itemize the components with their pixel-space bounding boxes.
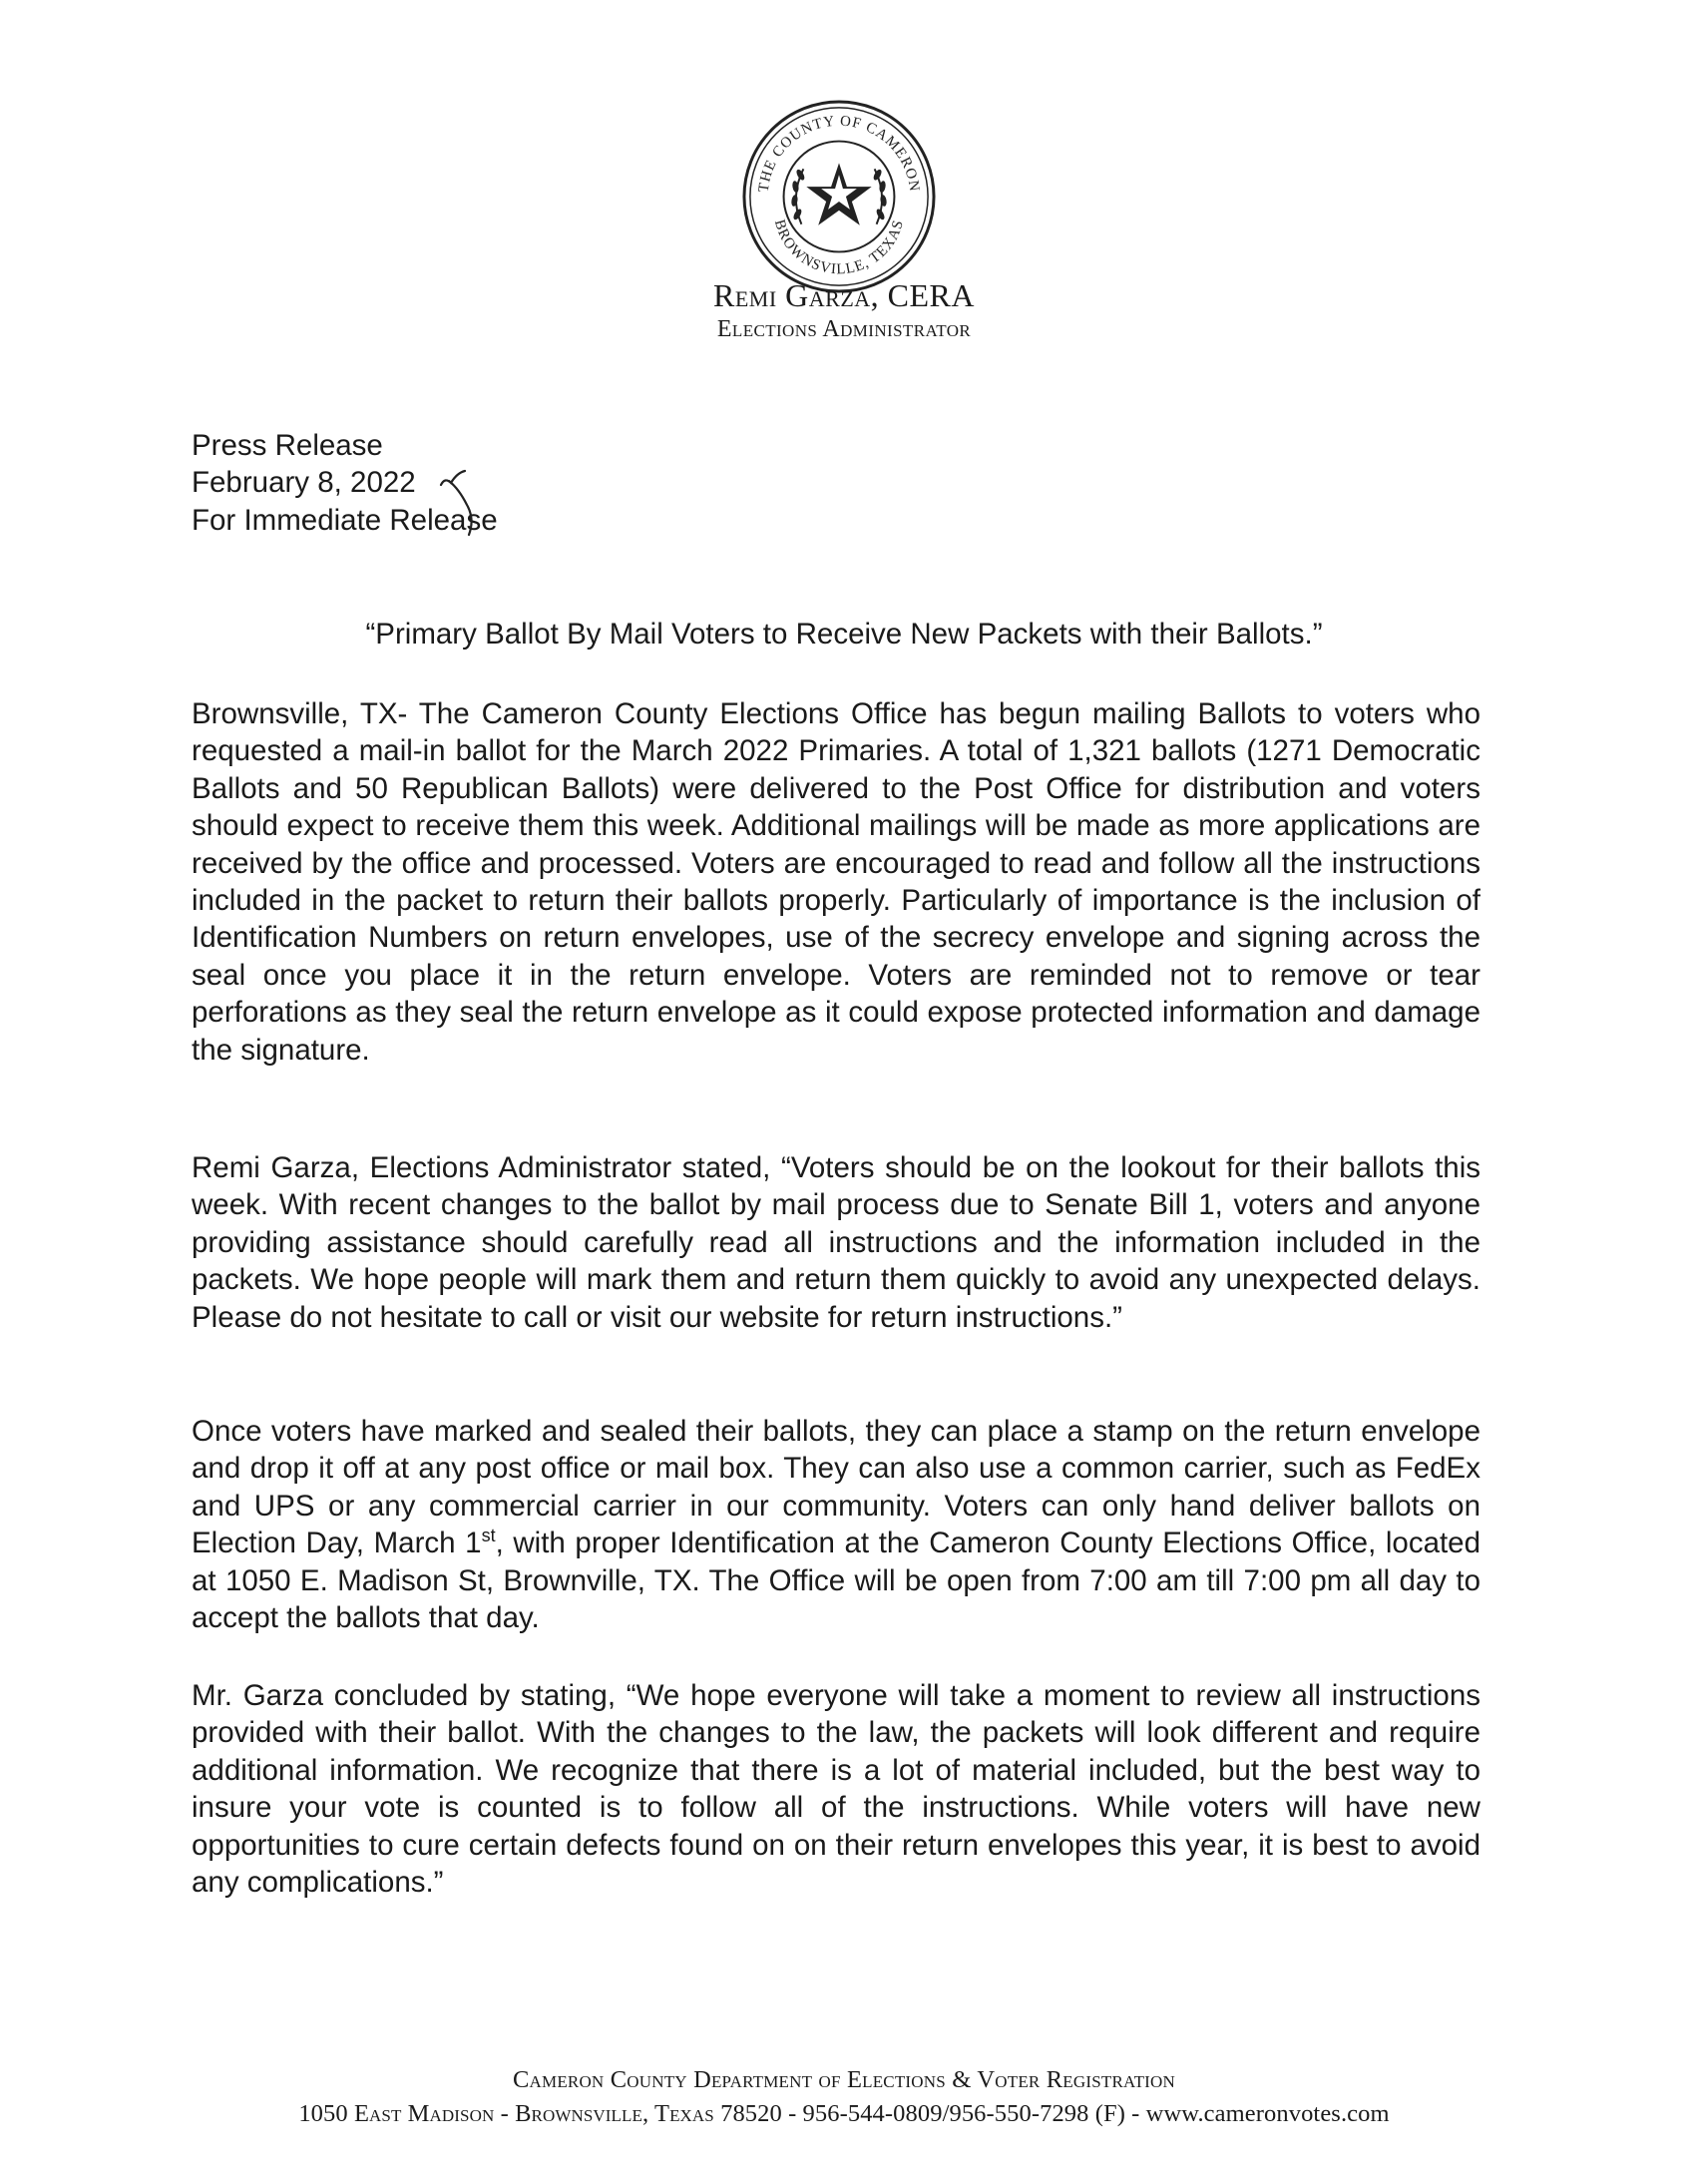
release-date: February 8, 2022 [192,466,416,500]
footer-website-link[interactable]: www.cameronvotes.com [1145,2100,1390,2127]
paragraph-intro: Brownsville, TX- The Cameron County Elections Office has begun mailing Ballots to voters who requested a mail-in ballot for the March 2022 Primaries. A total of 1,321 ballots (1271 Democratic Ballots and 50 Republican Ballots) were delivered to the Post Office for distribution and voters should expect to receive them this week. Additional mailings will be made as more applications are received by the office and processed. Voters are encouraged to read and follow all the instructions included in the packet to return their ballots properly. Particularly of importance is the inclusion of Identification Numbers on return envelopes, use of the secrecy envelope and signing across the seal once you place it in the return envelope. Voters are reminded not to remove or tear perforations as they seal the return envelope as it could expose protected information and damage the signature. [192,697,1480,1067]
county-seal-icon [740,98,938,295]
paragraph-closing: Mr. Garza concluded by stating, “We hope everyone will take a moment to review all instructions provided with their ballot. With the changes to the law, the packets will look different and require additional information. We recognize that there is a lot of material included, but the best way to insure your vote is counted is to follow all of the instructions. While voters will have new opportunities to cure certain defects found on on their return envelopes this year, it is best to avoid any complications.” [192,1679,1480,1900]
headline: “Primary Ballot By Mail Voters to Receive New Packets with their Ballots.” [365,618,1323,651]
seal-text-bottom: BROWNSVILLE, TEXAS [770,218,908,278]
paragraph-delivery [192,1413,1480,1636]
paragraph-quote: Remi Garza, Elections Administrator stated, “Voters should be on the lookout for their ballots this week. With recent changes to the ballot by mail process due to Senate Bill 1, voters and anyone providing assistance should carefully read all instructions and the information included in the packets. We hope people will mark them and return them quickly to avoid any unexpected delays. Please do not hesitate to call or visit our website for return instructions.” [192,1151,1480,1334]
handwritten-mark-icon [435,463,515,543]
release-status: For Immediate Release [192,503,498,537]
paragraph-delivery-part2: , with proper Identification at the Cameron County Elections Office, located at 1050 E. Madison St, Brownville, TX. The Office will be open from 7:00 am till 7:00 pm all day to accept the ballots that day. [192,1527,1480,1635]
svg-text:BROWNSVILLE, TEXAS [771,218,907,277]
administrator-name: Remi Garza, CERA [712,277,975,313]
footer-address: 1050 East Madison - Brownsville, Texas 78520 - 956-544-0809/956-550-7298 (F) - [298,2100,1146,2127]
letterhead [0,277,1688,343]
footer-address-line [0,2100,1688,2128]
ordinal-suffix: st [481,1526,496,1546]
footer [0,2066,1688,2128]
paragraph-delivery-part1: Once voters have marked and sealed their ballots, they can place a stamp on the return envelope and drop it off at any post office or mail box. They can also use a common carrier, such as FedEx and UPS or any commercial carrier in our community. Voters can only hand deliver ballots on Election Day, March 1 [192,1415,1480,1560]
seal-text-top: THE COUNTY OF CAMERON [755,113,923,194]
release-label: Press Release [192,429,383,462]
footer-department: Cameron County Department of Elections & Voter Registration [512,2066,1175,2093]
administrator-title: Elections Administrator [716,316,972,342]
release-meta [192,427,890,539]
